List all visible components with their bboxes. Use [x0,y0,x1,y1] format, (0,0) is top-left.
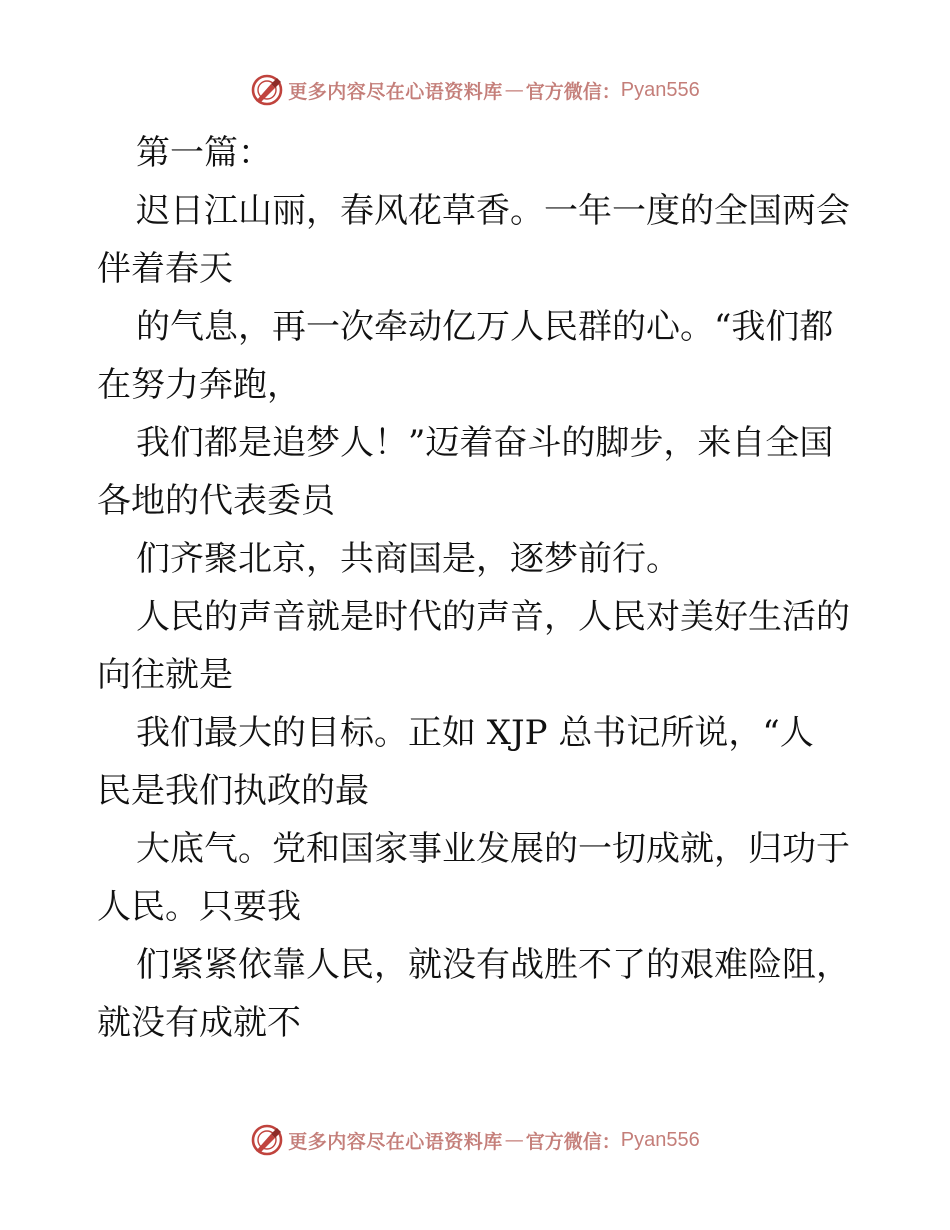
text-line: 们紧紧依靠人民，就没有战胜不了的艰难险阻， [136,945,850,985]
text-line: 民是我们执政的最 [97,771,369,811]
text-line: 大底气。党和国家事业发展的一切成就，归功于 [136,829,850,869]
text-line: 们齐聚北京，共商国是，逐梦前行。 [136,539,680,579]
watermark-wechat-label: 官方微信： [525,80,621,103]
text-line: 各地的代表委员 [97,481,335,521]
watermark-wechat-id: Pyan556 [620,78,700,101]
text-line: 在努力奔跑， [97,365,301,405]
watermark-group [250,1123,700,1157]
text-line: 就没有成就不 [97,1003,301,1043]
text-line: 的气息，再一次牵动亿万人民群的心。“我们都 [136,307,834,347]
header-watermark [0,70,950,110]
watermark-wechat-id: Pyan556 [620,1128,700,1151]
watermark-site-text: 更多内容尽在心语资料库 [288,1130,503,1153]
watermark-separator: — [504,1129,524,1151]
text-line: 我们最大的目标。正如 XJP 总书记所说，“人 [136,713,814,753]
footer-watermark [0,1120,950,1160]
text-line: 我们都是追梦人！”迈着奋斗的脚步，来自全国 [136,423,834,463]
watermark-site-text: 更多内容尽在心语资料库 [288,80,503,103]
watermark-wechat-label: 官方微信： [525,1130,621,1153]
text-line: 向往就是 [97,655,233,695]
text-line: 人民。只要我 [97,887,301,927]
watermark-group [250,73,700,107]
watermark-separator: — [504,79,524,101]
pen-logo-icon [250,1123,284,1157]
text-line: 迟日江山丽，春风花草香。一年一度的全国两会 [136,191,850,231]
pen-logo-icon [250,73,284,107]
document-body [97,124,857,1052]
text-line: 第一篇： [136,133,272,173]
text-line: 人民的声音就是时代的声音，人民对美好生活的 [136,597,850,637]
text-line: 伴着春天 [97,249,233,289]
